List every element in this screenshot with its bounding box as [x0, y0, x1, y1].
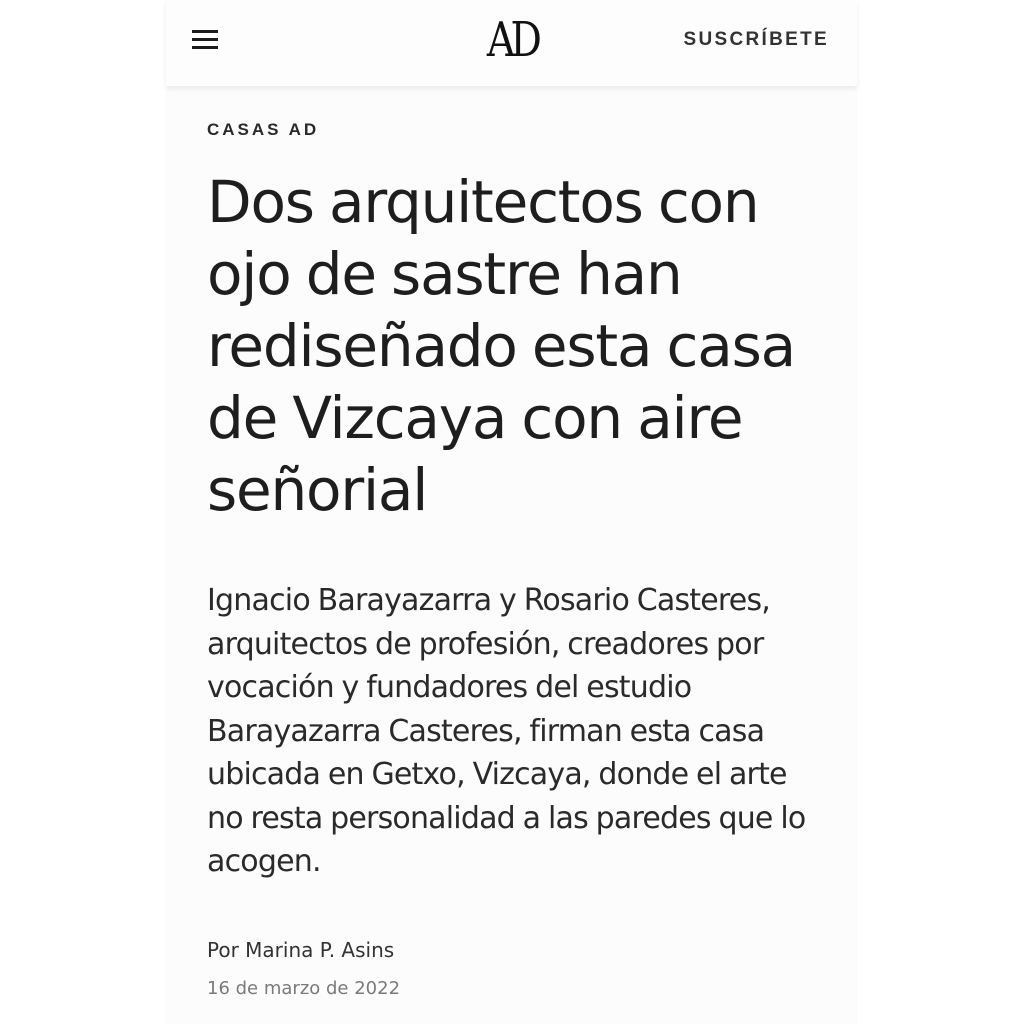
menu-bar: [192, 46, 218, 49]
author-link[interactable]: Marina P. Asins: [245, 938, 395, 962]
subscribe-button[interactable]: SUSCRÍBETE: [683, 29, 829, 50]
article-dek: Ignacio Barayazarra y Rosario Casteres, arquitectos de profesión, creadores por vocación y fundadores del estudio Barayazarra Casteres, firman esta casa ubicada en Getxo, Vizcaya, donde el arte no resta personalidad a las paredes que lo acogen.: [207, 583, 806, 879]
byline: [207, 936, 394, 964]
menu-bar: [192, 38, 218, 41]
hamburger-menu-icon[interactable]: [192, 28, 220, 52]
publish-date: 16 de marzo de 2022: [207, 978, 401, 999]
ad-logo[interactable]: AD: [486, 12, 538, 68]
article-page: [166, 0, 857, 1024]
menu-bar: [192, 30, 218, 33]
byline-prefix: Por: [207, 938, 239, 962]
top-header: [166, 0, 857, 86]
article-headline: Dos arquitectos con ojo de sastre han rediseñado esta casa de Vizcaya con aire señorial: [207, 168, 795, 524]
section-kicker[interactable]: CASAS AD: [207, 120, 320, 139]
